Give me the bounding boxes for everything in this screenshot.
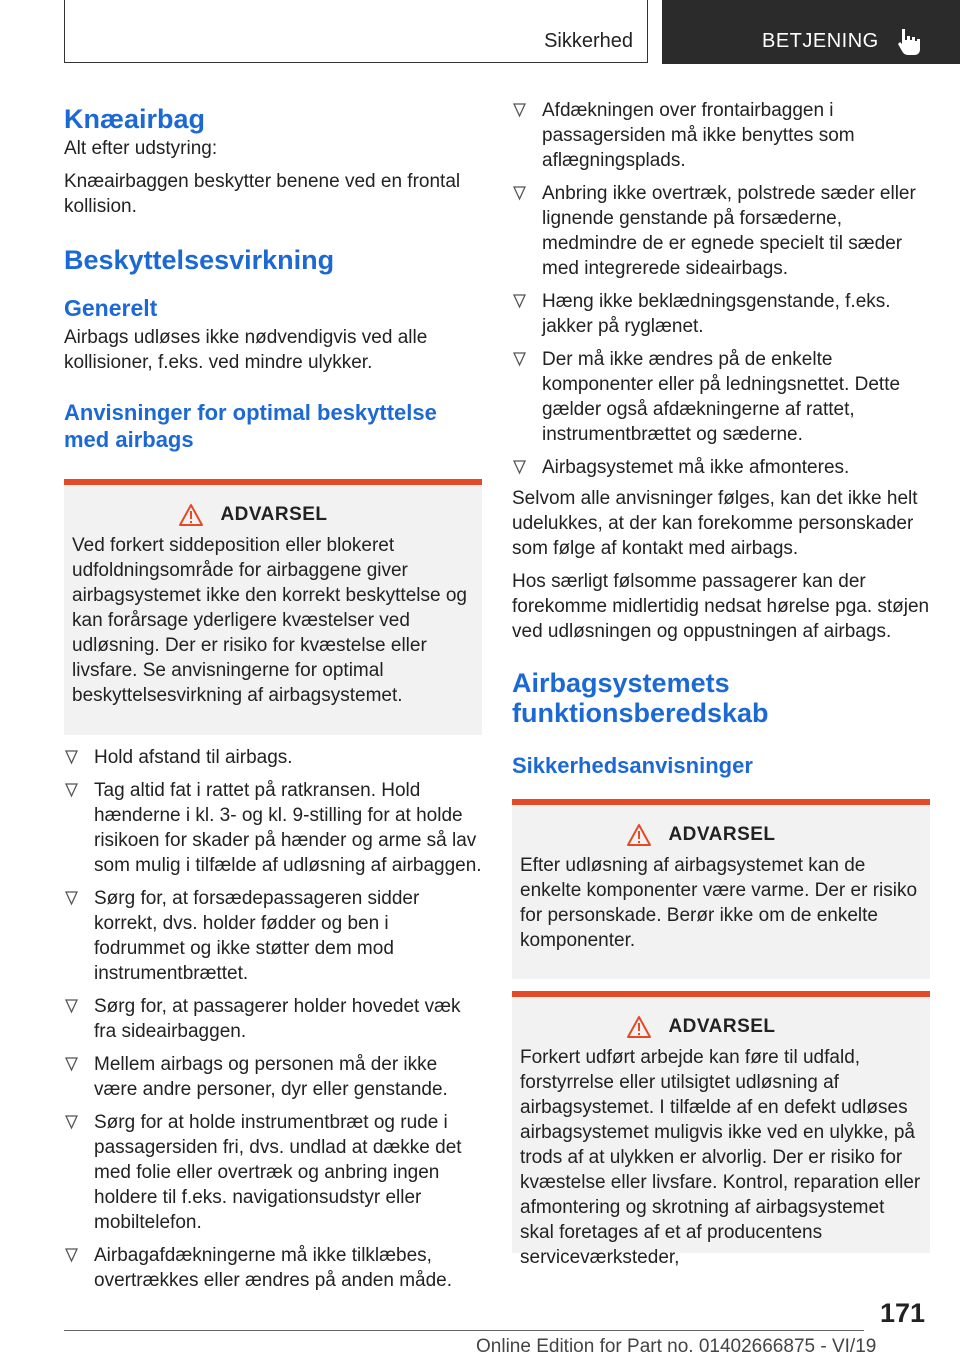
warning-box <box>512 991 930 1268</box>
header-section-box <box>64 0 648 63</box>
knee-airbag-paragraph: Knæairbaggen beskytter benene ved en frontal kollision. <box>64 171 461 217</box>
list-item: Airbagsystemet må ikke afmonteres. <box>512 455 930 480</box>
list-item: Afdækningen over frontairbaggen i passagersiden må ikke benyttes som aflægningsplads. <box>512 98 930 173</box>
list-item: Hold afstand til airbags. <box>64 745 482 770</box>
triangle-bullet-icon <box>513 293 526 310</box>
list-item: Mellem airbags og personen må der ikke være andre personer, dyr eller genstande. <box>64 1052 482 1102</box>
equipment-note: Alt efter udstyring: <box>64 138 218 159</box>
triangle-bullet-icon <box>513 459 526 476</box>
general-paragraph: Airbags udløses ikke nødvendigvis ved alle kollisioner, f.eks. ved mindre ulykker. <box>64 327 428 373</box>
warning-triangle-icon <box>626 1015 652 1039</box>
page-number: 171 <box>880 1298 926 1328</box>
warning-triangle-icon <box>626 823 652 847</box>
pointing-hand-icon <box>895 25 923 57</box>
triangle-bullet-icon <box>65 749 78 766</box>
triangle-bullet-icon <box>65 998 78 1015</box>
list-item: Sørg for, at forsædepassageren sidder korrekt, dvs. holder fødder og ben i fodrummet og ikke støtter dem mod instrumentbrættet. <box>64 886 482 986</box>
list-item: Sørg for, at passagerer holder hovedet væk fra sideairbaggen. <box>64 994 482 1044</box>
header-chapter-title: BETJENING <box>762 30 879 52</box>
footer-divider <box>64 1330 864 1331</box>
warning-box <box>64 479 482 735</box>
list-item: Der må ikke ændres på de enkelte komponenter eller på ledningsnettet. Dette gælder også afdækningerne af rattet, instrumentbrættet og sæderne. <box>512 347 930 447</box>
list-item: Airbagafdækningerne må ikke tilklæbes, overtrækkes eller ændres på anden måde. <box>64 1243 482 1293</box>
triangle-bullet-icon <box>513 102 526 119</box>
instructions-heading: Anvisninger for optimal beskyttelse med airbags <box>64 400 437 452</box>
warning-text: Forkert udført arbejde kan føre til udfald, forstyrrelse eller utilsigtet udløsning af airbagsystemet. I tilfælde af en defekt udløses airbagsystemet muligvis ikke ved en ulykke, på trods af at ulykken er alvorlig. Der er risiko for kvæstelse eller livsfare. Kontrol, reparation eller afmontering og skrotning af airbagsystemet skal foretages af et af producentens serviceværksteder, <box>520 1047 921 1268</box>
safety-instructions-heading: Sikkerhedsanvisninger <box>512 753 753 778</box>
left-column <box>64 104 482 1293</box>
warning-triangle-icon <box>178 503 204 527</box>
warning-title: ADVARSEL <box>220 504 328 525</box>
readiness-heading: Airbagsystemets funktionsberedskab <box>512 668 769 728</box>
left-bullet-list <box>64 745 482 1293</box>
knee-airbag-heading: Knæairbag <box>64 104 206 134</box>
list-item: Tag altid fat i rattet på ratkransen. Hold hænderne i kl. 3- og kl. 9-stilling for at holde risikoen for skader på hænder og arme så lav som mulig i tilfælde af udløsning af airbaggen. <box>64 778 482 878</box>
list-item: Anbring ikke overtræk, polstrede sæder eller lignende genstande på forsæderne, medmindre de er egnede specielt til sæder med integrerede sideairbags. <box>512 181 930 281</box>
triangle-bullet-icon <box>513 185 526 202</box>
header-section-title: Sikkerhed <box>544 30 633 52</box>
right-bullet-list <box>512 98 930 480</box>
header-chapter-tab <box>662 0 960 64</box>
triangle-bullet-icon <box>65 1247 78 1264</box>
general-heading: Generelt <box>64 295 158 321</box>
warning-box <box>512 799 930 979</box>
triangle-bullet-icon <box>65 890 78 907</box>
warning-title: ADVARSEL <box>668 824 776 845</box>
right-column <box>512 98 930 1268</box>
warning-title: ADVARSEL <box>668 1016 776 1037</box>
warning-text: Ved forkert siddeposition eller blokeret udfoldningsområde for airbaggene giver airbagsystemet ikke den korrekt beskyttelse og kan forårsage yderligere kvæstelser ved udløsning. Der er risiko for kvæstelse eller livsfare. Se anvisningerne for optimal beskyttelsesvirkning af airbagsystemet. <box>72 535 467 706</box>
triangle-bullet-icon <box>65 782 78 799</box>
protection-heading: Beskyttelsesvirkning <box>64 245 335 275</box>
triangle-bullet-icon <box>65 1056 78 1073</box>
warning-text: Efter udløsning af airbagsystemet kan de enkelte komponenter være varme. Der er risiko for personskade. Berør ikke om de enkelte komponenter. <box>520 855 918 951</box>
hearing-paragraph: Hos særligt følsomme passagerer kan der forekomme midlertidig nedsat hørelse pga. støjen ved udløsningen og oppustningen af airbags. <box>512 571 930 642</box>
edition-footer: Online Edition for Part no. 01402666875 - VI/19 <box>476 1336 877 1357</box>
triangle-bullet-icon <box>65 1114 78 1131</box>
caution-paragraph: Selvom alle anvisninger følges, kan det ikke helt udelukkes, at der kan forekomme personskader som følge af kontakt med airbags. <box>512 488 918 559</box>
list-item: Sørg for at holde instrumentbræt og rude i passagersiden fri, dvs. undlad at dække det med folie eller overtræk og anbring ingen holdere til f.eks. navigationsudstyr eller mobiltelefon. <box>64 1110 482 1235</box>
triangle-bullet-icon <box>513 351 526 368</box>
list-item: Hæng ikke beklædningsgenstande, f.eks. jakker på ryglænet. <box>512 289 930 339</box>
